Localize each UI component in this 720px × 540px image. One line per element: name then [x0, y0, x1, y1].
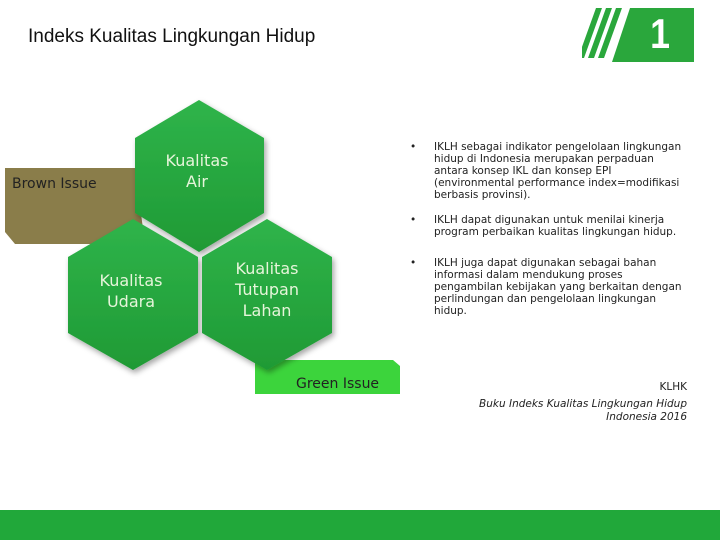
page-number: 1	[650, 10, 670, 57]
source-book-line2: Indonesia 2016	[606, 411, 687, 423]
hexagon-udara-label: Kualitas Udara	[99, 271, 163, 311]
bullet-list	[410, 141, 685, 330]
green-issue-label: Green Issue	[296, 376, 380, 392]
bullet-marker: •	[410, 257, 417, 269]
list-item	[410, 257, 685, 317]
brown-issue-label: Brown Issue	[12, 176, 97, 192]
source-citation	[479, 381, 687, 424]
bullet-text: IKLH dapat digunakan untuk menilai kinerja program perbaikan kualitas lingkungan hidup.	[434, 214, 677, 238]
page-title: Indeks Kualitas Lingkungan Hidup	[28, 26, 316, 47]
list-item	[410, 214, 685, 238]
footer-bar	[0, 510, 720, 540]
hexagon-air-label: Kualitas Air	[165, 151, 229, 191]
bullet-marker: •	[410, 214, 417, 226]
hexagon-tutupan-lahan-label: Kualitas Tutupan Lahan	[235, 259, 299, 320]
bullet-text: IKLH sebagai indikator pengelolaan lingkungan hidup di Indonesia merupakan perpaduan antara konsep IKL dan konsep EPI (environmental performance index=modifikasi berbasis provinsi).	[434, 141, 682, 201]
source-book-line1: Buku Indeks Kualitas Lingkungan Hidup	[479, 398, 687, 410]
bullet-marker: •	[410, 141, 417, 153]
list-item	[410, 141, 685, 201]
bullet-text: IKLH juga dapat digunakan sebagai bahan informasi dalam mendukung proses pengambilan kebijakan yang berkaitan dengan perlindungan dan pengelolaan lingkungan hidup.	[434, 257, 682, 317]
source-org: KLHK	[659, 381, 687, 393]
